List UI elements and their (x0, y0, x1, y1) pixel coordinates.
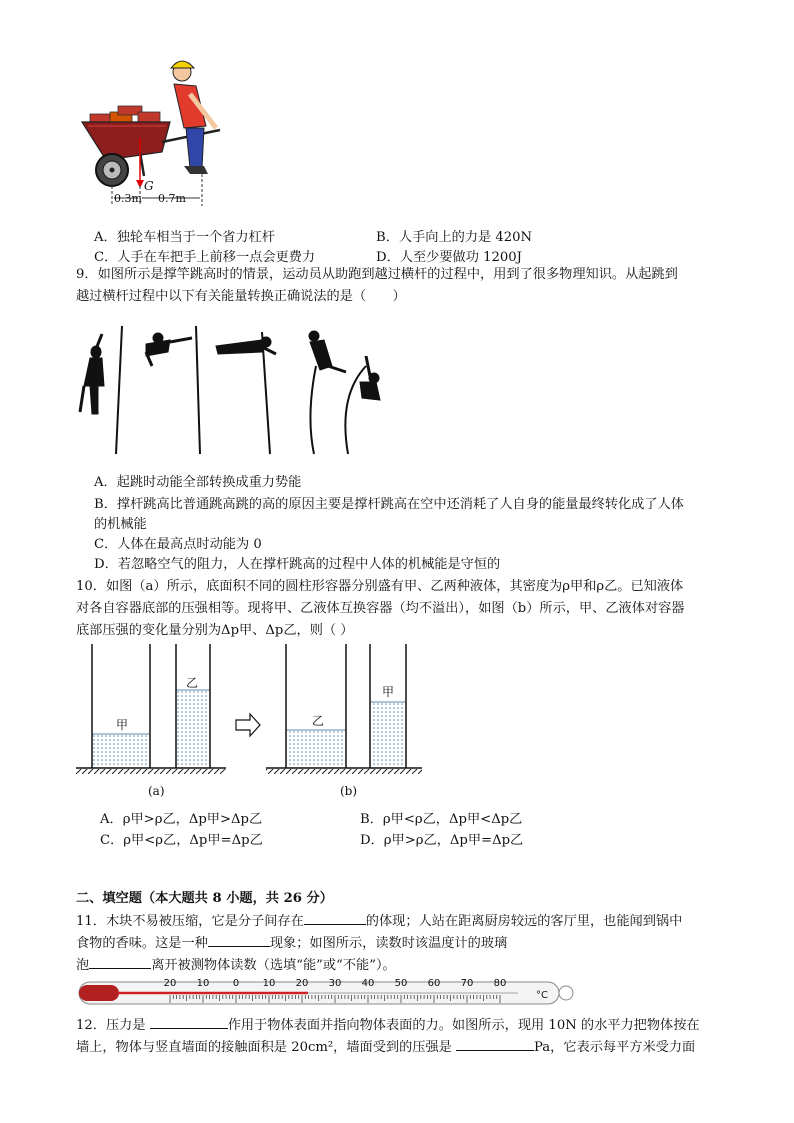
q11-line2 (76, 934, 507, 953)
q12-text-3: 墙上，物体与竖直墙面的接触面积是 20cm²，墙面受到的压强是 (76, 1040, 457, 1055)
q9-option-a: A．起跳时动能全部转换成重力势能 (94, 475, 302, 490)
q10-option-c: C．ρ甲<ρ乙，Δp甲=Δp乙 (100, 833, 263, 848)
q12-line1 (76, 1016, 700, 1035)
q12-text-4: Pa，它表示每平方米受力面 (534, 1040, 696, 1055)
thermometer-tick-label: 40 (361, 978, 375, 989)
q9-option-b-line1: B．撑杆跳高比普通跳高跳的高的原因主要是撑杆跳高在空中还消耗了人自身的能量最终转化成了人体 (94, 497, 684, 512)
q11-text-6: 离开被测物体读数（选填“能”或“不能”）。 (151, 958, 396, 973)
q11-text-5: 泡 (76, 958, 90, 973)
distance-label-2: 0.7m (158, 192, 186, 205)
section-heading: 二、填空题（本大题共 8 小题，共 26 分） (76, 891, 333, 906)
thermometer-tick-label: 10 (196, 978, 210, 989)
thermometer-tick-label: 30 (328, 978, 342, 989)
q10-stem-line3: 底部压强的变化量分别为Δp甲、Δp乙，则（ ） (76, 623, 354, 638)
thermometer-tick-label: 50 (394, 978, 408, 989)
q8-option-a: A．独轮车相当于一个省力杠杆 (94, 230, 275, 245)
q11-text-4: 现象；如图所示，读数时该温度计的玻璃 (269, 936, 508, 951)
q10-option-b: B．ρ甲<ρ乙，Δp甲<Δp乙 (360, 812, 523, 827)
q11-blank-2[interactable] (208, 934, 270, 947)
q10-stem-line2: 对各自容器底部的压强相等。现将甲、乙液体互换容器（均不溢出），如图（b）所示，甲、乙液体对容器 (76, 601, 685, 616)
thermometer-tick-label: 0 (232, 978, 240, 989)
thermometer-tick-label: 60 (427, 978, 441, 989)
q9-option-c: C．人体在最高点时动能为 0 (94, 537, 262, 552)
thermometer (78, 978, 578, 1008)
q10-option-a: A．ρ甲>ρ乙，Δp甲>Δp乙 (100, 812, 263, 827)
q12-text-1: 12．压力是 (76, 1018, 150, 1033)
q9-option-b-line2: 的机械能 (94, 517, 147, 532)
label-jia-a: 甲 (116, 718, 129, 732)
q11-blank-3[interactable] (89, 956, 151, 969)
q10-option-d: D．ρ甲>ρ乙，Δp甲=Δp乙 (360, 833, 524, 848)
q11-line1 (76, 912, 682, 931)
q12-blank-2[interactable] (456, 1038, 534, 1051)
label-yi-a: 乙 (186, 676, 199, 690)
thermometer-unit: °C (536, 990, 548, 1001)
thermometer-tick-label: 70 (460, 978, 474, 989)
q12-blank-1[interactable] (150, 1016, 228, 1029)
q9-stem-line1: 9．如图所示是撑竿跳高时的情景，运动员从助跑到越过横杆的过程中，用到了很多物理知识。从起跳到 (76, 267, 678, 282)
q11-text-2: 的体现；人站在距离厨房较远的客厅里，也能闻到锅中 (365, 914, 683, 929)
q10-stem-line1: 10．如图（a）所示，底面积不同的圆柱形容器分别盛有甲、乙两种液体，其密度为ρ甲和ρ乙。已知液体 (76, 579, 684, 594)
distance-label-1: 0.3m (114, 192, 142, 205)
q8-option-d: D．人至少要做功 1200J (376, 250, 522, 265)
q12-line2 (76, 1038, 695, 1057)
label-jia-b: 甲 (382, 685, 395, 699)
q8-option-c: C．人手在车把手上前移一点会更费力 (94, 250, 316, 265)
thermometer-tick-label: 80 (493, 978, 507, 989)
q12-text-2: 作用于物体表面并指向物体表面的力。如图所示，现用 10N 的水平力把物体按在 (227, 1018, 700, 1033)
q11-blank-1[interactable] (304, 912, 366, 925)
q9-stem-line2: 越过横杆过程中以下有关能量转换正确说法的是（ ） (76, 289, 406, 304)
label-yi-b: 乙 (312, 714, 325, 728)
thermometer-tick-label: 10 (262, 978, 276, 989)
thermometer-tick-label: 20 (295, 978, 309, 989)
containers-figure (76, 642, 426, 774)
force-g-label: G (144, 179, 154, 193)
q11-text-1: 11．木块不易被压缩，它是分子间存在 (76, 914, 304, 929)
caption-a: (a) (148, 784, 165, 798)
caption-b: (b) (340, 784, 358, 798)
pole-vault-figure (76, 326, 396, 456)
q9-option-d: D．若忽略空气的阻力，人在撑杆跳高的过程中人体的机械能是守恒的 (94, 557, 501, 572)
q8-option-b: B．人手向上的力是 420N (376, 230, 533, 245)
q11-text-3: 食物的香味。这是一种 (76, 936, 208, 951)
q11-line3 (76, 956, 396, 975)
thermometer-tick-label: 20 (163, 978, 177, 989)
